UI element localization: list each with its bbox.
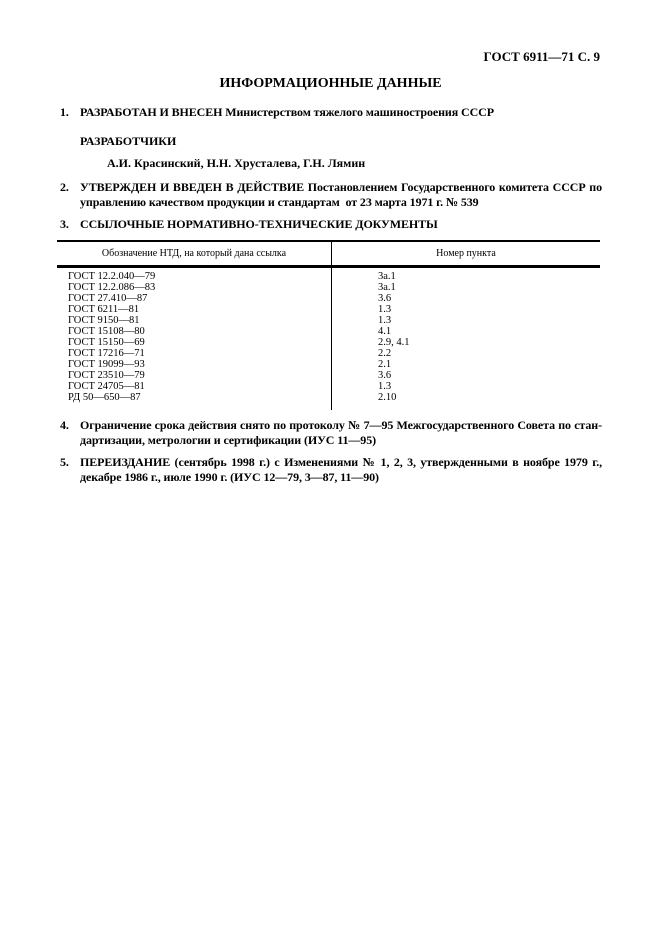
ref-doc-clause: 2.2 [378, 348, 392, 359]
table-header-designation: Обозначение НТД, на который дана ссылка [57, 242, 332, 265]
ref-doc-designation: ГОСТ 24705—81 [68, 381, 145, 392]
table-col-clauses [332, 268, 600, 410]
ref-doc-clause: 3.6 [378, 293, 392, 304]
ref-doc-clause: 3а.1 [378, 282, 396, 293]
ref-doc-designation: ГОСТ 15108—80 [68, 326, 145, 337]
section-5 [60, 455, 602, 485]
table-col-documents [57, 268, 332, 410]
ref-doc-clause: 1.3 [378, 315, 392, 326]
table-header-clause: Номер пункта [436, 248, 496, 259]
section-2-line1: УТВЕРЖДЕН И ВВЕДЕН В ДЕЙСТВИЕ Постановлением Государственного комитета СССР по [80, 180, 602, 194]
section-1 [60, 105, 602, 120]
section-5-line1: ПЕРЕИЗДАНИЕ (сентябрь 1998 г.) с Изменениями № 1, 2, 3, утвержденными в ноябре 1979 г., [80, 455, 602, 469]
ref-doc-clause: 1.3 [378, 381, 392, 392]
ref-doc-designation: ГОСТ 15150—69 [68, 337, 145, 348]
ref-doc-clause: 2.9, 4.1 [378, 337, 410, 348]
reference-table [57, 240, 600, 410]
ref-doc-designation: ГОСТ 12.2.040—79 [68, 271, 156, 282]
ref-doc-clause: 1.3 [378, 304, 392, 315]
section-5-line2: декабре 1986 г., июле 1990 г. (ИУС 12—79, 3—87, 11—90) [80, 470, 379, 484]
section-4-line1: Ограничение срока действия снято по протоколу № 7—95 Межгосударственного Совета по стан- [80, 418, 602, 432]
section-1-number: 1. [60, 105, 69, 119]
ref-doc-designation: ГОСТ 9150—81 [68, 315, 140, 326]
section-1-text: РАЗРАБОТАН И ВНЕСЕН Министерством тяжелого машиностроения СССР [80, 105, 494, 119]
section-2-line2: управлению качеством продукции и стандартам от 23 марта 1971 г. № 539 [80, 195, 479, 209]
ref-doc-clause: 4.1 [378, 326, 392, 337]
section-3-number: 3. [60, 217, 69, 231]
section-3 [60, 217, 602, 232]
section-4 [60, 418, 602, 448]
ref-doc-designation: ГОСТ 17216—71 [68, 348, 145, 359]
section-4-line2: дартизации, метрологии и сертификации (ИУС 11—95) [80, 433, 376, 447]
ref-doc-clause: 2.1 [378, 359, 392, 370]
ref-doc-clause: 3.6 [378, 370, 392, 381]
ref-doc-designation: ГОСТ 6211—81 [68, 304, 140, 315]
ref-doc-designation: ГОСТ 19099—93 [68, 359, 145, 370]
section-2-number: 2. [60, 180, 69, 194]
ref-doc-designation: РД 50—650—87 [68, 392, 141, 403]
developers-heading: РАЗРАБОТЧИКИ [80, 134, 177, 148]
running-header: ГОСТ 6911—71 С. 9 [483, 49, 600, 64]
section-3-heading: ССЫЛОЧНЫЕ НОРМАТИВНО-ТЕХНИЧЕСКИЕ ДОКУМЕНТЫ [80, 217, 438, 231]
ref-doc-clause: 3а.1 [378, 271, 396, 282]
reference-table-body [57, 268, 600, 410]
ref-doc-clause: 2.10 [378, 392, 397, 403]
ref-doc-designation: ГОСТ 12.2.086—83 [68, 282, 156, 293]
page-title: ИНФОРМАЦИОННЫЕ ДАННЫЕ [219, 76, 442, 91]
section-4-number: 4. [60, 418, 69, 432]
section-5-number: 5. [60, 455, 69, 469]
section-2 [60, 180, 602, 210]
reference-table-header-row [57, 242, 600, 268]
ref-doc-designation: ГОСТ 27.410—87 [68, 293, 148, 304]
developers-names: А.И. Красинский, Н.Н. Хрусталева, Г.Н. Лямин [107, 156, 366, 170]
ref-doc-designation: ГОСТ 23510—79 [68, 370, 145, 381]
